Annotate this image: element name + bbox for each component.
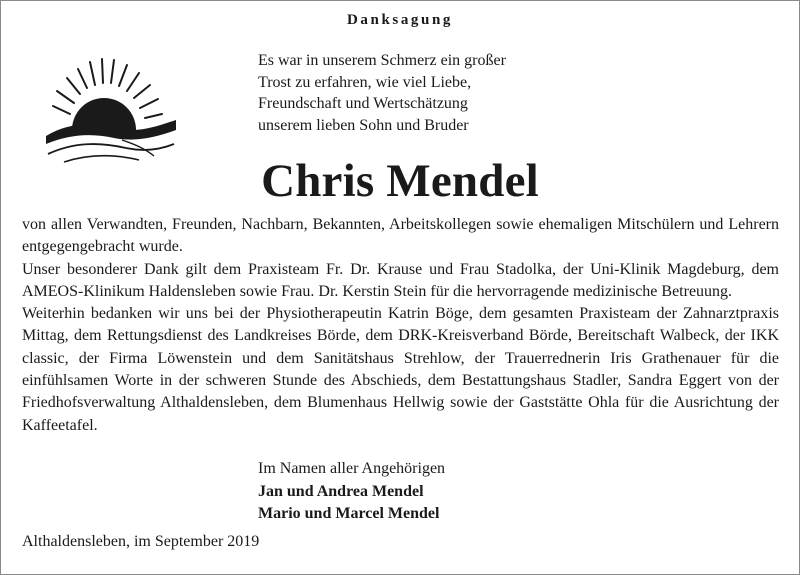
- quote-line: Trost zu erfahren, wie viel Liebe,: [258, 73, 472, 91]
- body-paragraph: von allen Verwandten, Freunden, Nachbarn, Bekannten, Arbeitskollegen sowie ehemaligen Mitschülern und Lehrern entgegengebracht wurde.: [22, 216, 779, 256]
- place-date: Althaldensleben, im September 2019: [22, 533, 260, 550]
- quote-line: Freundschaft und Wertschätzung: [258, 95, 468, 112]
- signature-block: [258, 458, 445, 526]
- quote-line: Es war in unserem Schmerz ein großer: [258, 52, 506, 69]
- body-paragraph: Weiterhin bedanken wir uns bei der Physiotherapeutin Katrin Böge, dem gesamten Praxisteam der Zahnarztpraxis Mittag, dem Rettungsdienst des Landkreises Börde, dem DRK-Kreisverband Börde, Bereitschaft Walbeck, der IKK classic, der Firma Löwenstein und dem Sanitätshaus Strehlow, der Trauerrednerin Iris Grathenauer für die einfühlsamen Worte in der schweren Stunde des Abschieds, dem Bestattungshaus Stadler, Sandra Eggert von der Friedhofsverwaltung Althaldensleben, dem Blumenhaus Hellwig sowie der Gaststätte Ohla für die Ausrichtung der Kaffeetafel.: [22, 305, 779, 434]
- rising-sun-icon: [44, 56, 178, 164]
- signature-name: Mario und Marcel Mendel: [258, 505, 440, 522]
- body-paragraph: Unser besonderer Dank gilt dem Praxisteam Fr. Dr. Krause und Frau Stadolka, der Uni-Klinik Magdeburg, dem AMEOS-Klinikum Haldensleben sowie Frau. Dr. Kerstin Stein für die hervorragende medizinische Betreuung.: [22, 260, 779, 300]
- quote-line: unserem lieben Sohn und Bruder: [258, 116, 469, 134]
- condolence-quote: [258, 50, 506, 136]
- thanks-body: [22, 214, 779, 437]
- signature-name: Jan und Andrea Mendel: [258, 482, 424, 500]
- notice-heading: Danksagung: [346, 12, 454, 28]
- deceased-name: Chris Mendel: [261, 155, 539, 207]
- signature-intro: Im Namen aller Angehörigen: [258, 460, 446, 477]
